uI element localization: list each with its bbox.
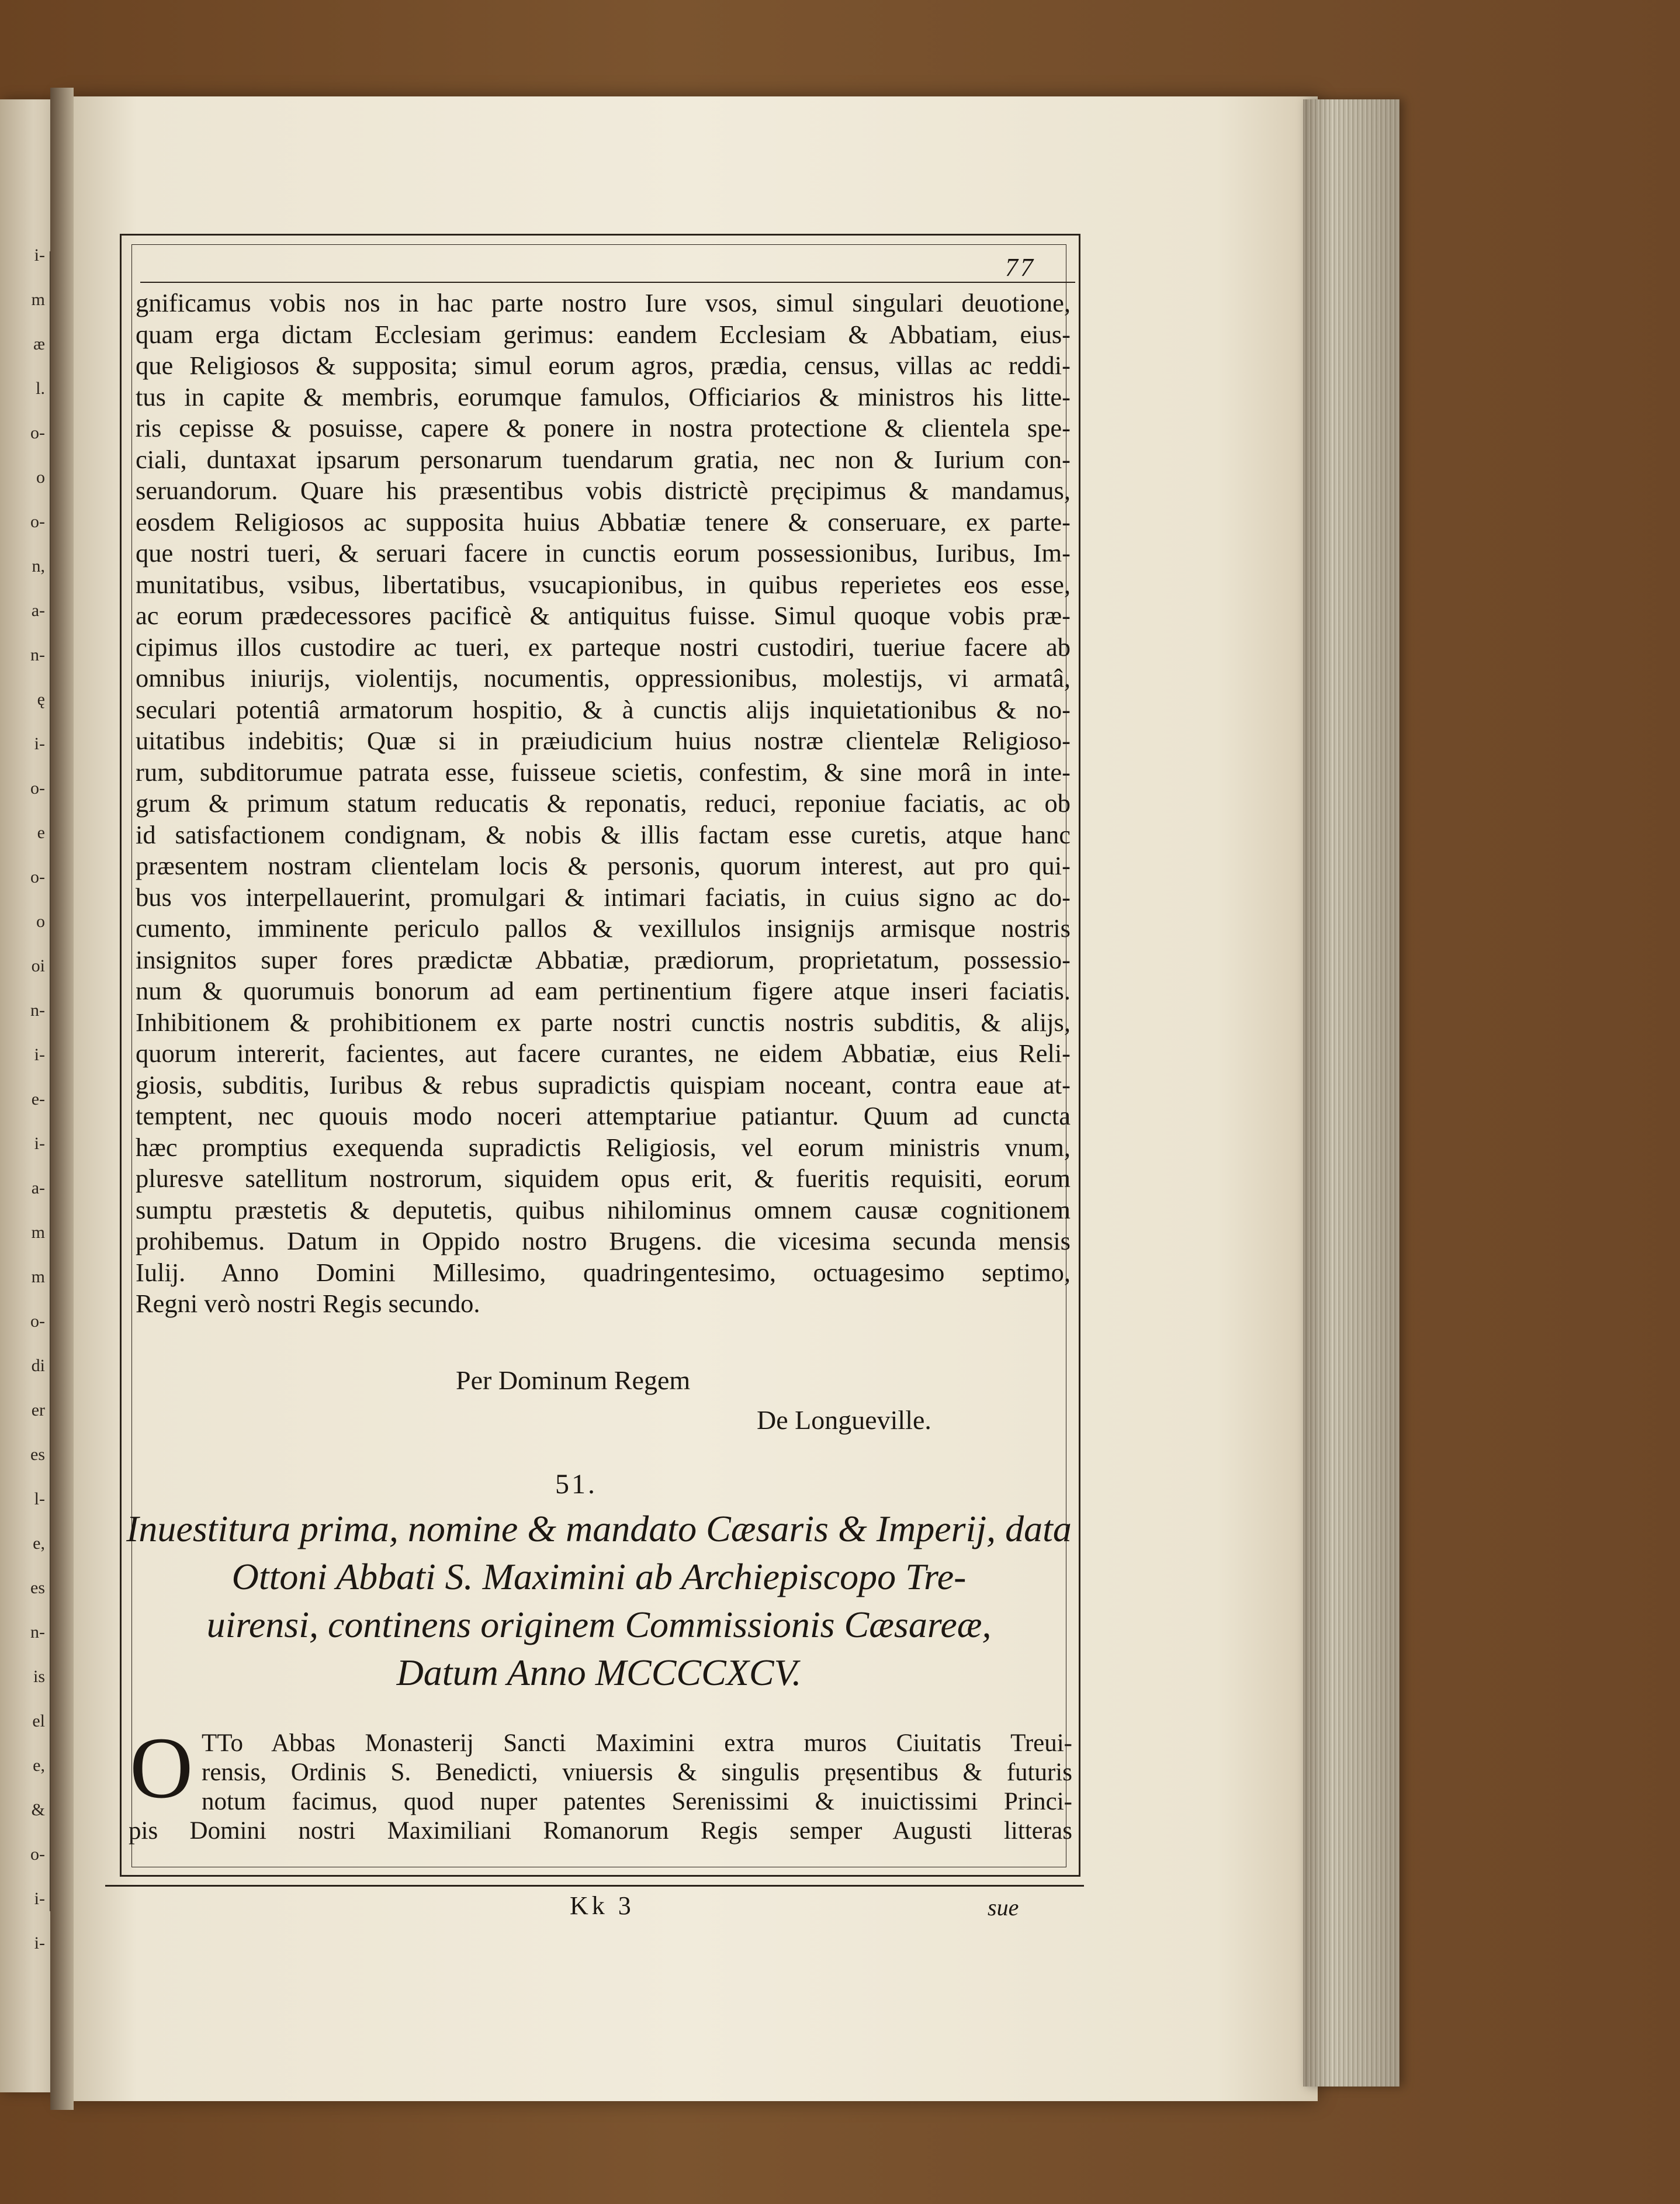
left-page-text-fragment: i-: [34, 245, 45, 265]
left-page-text-fragment: m: [31, 290, 45, 309]
left-page-text-fragment: es: [30, 1445, 45, 1464]
left-page-text-fragment: o-: [30, 1312, 45, 1331]
text-line: temptent, nec quouis modo noceri attemptariue patiantur. Quum ad cuncta: [136, 1101, 1071, 1130]
signature-line-per-dominum: Per Dominum Regem: [456, 1365, 691, 1395]
left-page-edge: [0, 99, 56, 2092]
text-line: num & quorumuis bonorum ad eam pertinentium figere atque inseri faciatis.: [136, 976, 1071, 1005]
text-line: quorum intererit, facientes, aut facere curantes, ne eidem Abbatiæ, eius Reli-: [136, 1039, 1071, 1068]
text-line: ciali, duntaxat ipsarum personarum tuendarum gratia, nec non & Iurium con-: [136, 444, 1071, 474]
left-page-text-fragment: l-: [34, 1489, 45, 1508]
text-line: cumento, imminente periculo pallos & vexillulos insignijs armisque nostris: [136, 914, 1071, 943]
text-line: prohibemus. Datum in Oppido nostro Brugens. die vicesima secunda mensis: [136, 1226, 1071, 1255]
text-line: TTo Abbas Monasterij Sancti Maximini extra muros Ciuitatis Treui-: [202, 1729, 1072, 1757]
signature-line-longueville: De Longueville.: [757, 1405, 931, 1435]
signature-mark: Kk 3: [570, 1891, 635, 1920]
section-title: [126, 1505, 1072, 1697]
text-line: gnificamus vobis nos in hac parte nostro Iure vsos, simul singulari deuotione,: [136, 288, 1071, 317]
section-number: 51.: [555, 1469, 597, 1500]
page-block-shade: [1303, 99, 1400, 2087]
left-page-text-fragment: o: [36, 468, 45, 487]
text-line: id satisfactionem condignam, & nobis & illis factam esse curetis, atque hanc: [136, 819, 1071, 849]
text-line: seculari potentiâ armatorum hospitio, & à cunctis alijs inquietationibus & no-: [136, 694, 1071, 724]
text-line: sumptu præstetis & deputetis, quibus nihilominus omnem causæ cognitionem: [136, 1195, 1071, 1224]
left-page-text-fragment: a-: [31, 601, 45, 620]
left-page-text-fragment: l.: [36, 379, 45, 398]
text-line: hæc promptius exequenda supradictis Religiosis, vel eorum ministris vnum,: [136, 1132, 1071, 1162]
left-page-text-fragment: er: [31, 1400, 45, 1420]
left-page-text-fragment: es: [30, 1578, 45, 1597]
text-line: uitatibus indebitis; Quæ si in præiudicium huius nostræ clientelæ Religioso-: [136, 726, 1071, 755]
text-line: bus vos interpellauerint, promulgari & intimari faciatis, in cuius signo ac do-: [136, 882, 1071, 912]
page-number: 77: [1005, 253, 1035, 282]
text-line: Iulij. Anno Domini Millesimo, quadringentesimo, octuagesimo septimo,: [136, 1257, 1071, 1287]
text-line: giosis, subditis, Iuribus & rebus supradictis quispiam noceant, contra eaue at-: [136, 1070, 1071, 1099]
left-page-text-fragment: n-: [30, 1001, 45, 1020]
left-page-text-fragment: i-: [34, 734, 45, 753]
footer-rule: [105, 1885, 1084, 1887]
title-line: Datum Anno MCCCCXCV.: [396, 1652, 802, 1693]
catchword: sue: [988, 1894, 1019, 1921]
left-page-text-fragment: a-: [31, 1178, 45, 1198]
text-line: pluresve satellitum nostrorum, siquidem opus erit, & fueritis requisiti, eorum: [136, 1164, 1071, 1193]
text-line: ac eorum prædecessores pacificè & antiquitus fuisse. Simul quoque vobis præ-: [136, 601, 1071, 630]
left-page-text-fragment: e-: [31, 1089, 45, 1109]
left-page-text-fragment: i-: [34, 1889, 45, 1908]
left-page-text-fragment: æ: [33, 334, 45, 354]
text-line: omnibus iniurijs, violentijs, nocumentis, oppressionibus, molestijs, vi armatâ,: [136, 663, 1071, 693]
left-page-text-fragment: m: [31, 1267, 45, 1286]
left-page-text-fragment: di: [31, 1356, 45, 1375]
left-page-text-fragment: o-: [30, 512, 45, 531]
title-line: Ottoni Abbati S. Maximini ab Archiepiscopo Tre-: [231, 1556, 967, 1597]
text-line: cipimus illos custodire ac tueri, ex parteque nostri custodiri, tueriue facere ab: [136, 632, 1071, 662]
drop-cap: O: [130, 1719, 193, 1817]
left-page-text-fragment: i-: [34, 1045, 45, 1064]
left-page-text-fragment: o: [36, 912, 45, 931]
left-page-text-fragment: o-: [30, 779, 45, 798]
left-page-text-fragment: i-: [34, 1933, 45, 1953]
left-page-text-fragment: oi: [31, 956, 45, 975]
text-line: insignitos super fores prædictæ Abbatiæ, prædiorum, proprietatum, possessio-: [136, 944, 1071, 974]
left-page-text-fragment: n,: [32, 556, 45, 576]
left-page-text-fragment: n-: [30, 645, 45, 665]
text-line: Regni verò nostri Regis secundo.: [136, 1289, 480, 1318]
section-body-text: [129, 1729, 1072, 1846]
left-page-text-fragment: o-: [30, 423, 45, 442]
text-line: rensis, Ordinis S. Benedicti, vniuersis & singulis pręsentibus & futuris: [202, 1759, 1072, 1786]
text-line: ris cepisse & posuisse, capere & ponere in nostra protectione & clientela spe-: [136, 413, 1071, 442]
left-page-text-fragment: o-: [30, 867, 45, 887]
left-page-text-fragment: &: [31, 1800, 45, 1819]
text-line: eosdem Religiosos ac supposita huius Abbatiæ tenere & conseruare, ex parte-: [136, 507, 1071, 537]
text-line: Inhibitionem & prohibitionem ex parte nostri cunctis nostris subditis, & alijs,: [136, 1007, 1071, 1037]
left-page-text-fragment: e,: [33, 1756, 45, 1775]
title-line: Inuestitura prima, nomine & mandato Cæsaris & Imperij, data: [126, 1508, 1072, 1549]
left-page-text-fragment: o-: [30, 1845, 45, 1864]
text-line: que nostri tueri, & seruari facere in cunctis eorum possessionibus, Iuribus, Im-: [136, 538, 1071, 568]
text-line: tus in capite & membris, eorumque famulos, Officiarios & ministros his litte-: [136, 382, 1071, 411]
left-page-text-fragment: is: [33, 1667, 45, 1686]
text-line: pis Domini nostri Maximiliani Romanorum Regis semper Augusti litteras: [129, 1817, 1072, 1845]
left-page-text-fragment: ę: [37, 690, 45, 709]
text-line: grum & primum statum reducatis & reponatis, reduci, reponiue faciatis, ac ob: [136, 788, 1071, 818]
charter-body-text: [136, 288, 1071, 1320]
left-page-text-fragment: m: [31, 1223, 45, 1242]
text-line: rum, subditorumue patrata esse, fuisseue scietis, confestim, & sine morâ in inte-: [136, 757, 1071, 787]
left-page-text-fragment: i-: [34, 1134, 45, 1153]
text-line: quam erga dictam Ecclesiam gerimus: eandem Ecclesiam & Abbatiam, eius-: [136, 319, 1071, 349]
text-line: præsentem nostram clientelam locis & personis, quorum interest, aut pro qui-: [136, 851, 1071, 880]
book-gutter: [50, 88, 74, 2110]
left-page-text-fragment: n-: [30, 1622, 45, 1642]
left-page-text-fragment: e: [37, 823, 45, 842]
header-rule: [140, 282, 1075, 283]
title-line: uirensi, continens originem Commissionis Cæsareæ,: [206, 1604, 992, 1645]
text-line: que Religiosos & supposita; simul eorum agros, prædia, census, villas ac reddi-: [136, 351, 1071, 380]
text-line: seruandorum. Quare his præsentibus vobis districtè pręcipimus & mandamus,: [136, 476, 1071, 505]
left-page-text-fragment: e,: [33, 1534, 45, 1553]
text-line: munitatibus, vsibus, libertatibus, vsucapionibus, in quibus reperietes eos esse,: [136, 569, 1071, 599]
text-line: notum facimus, quod nuper patentes Serenissimi & inuictissimi Princi-: [202, 1788, 1072, 1815]
left-page-text-fragment: el: [32, 1711, 45, 1731]
